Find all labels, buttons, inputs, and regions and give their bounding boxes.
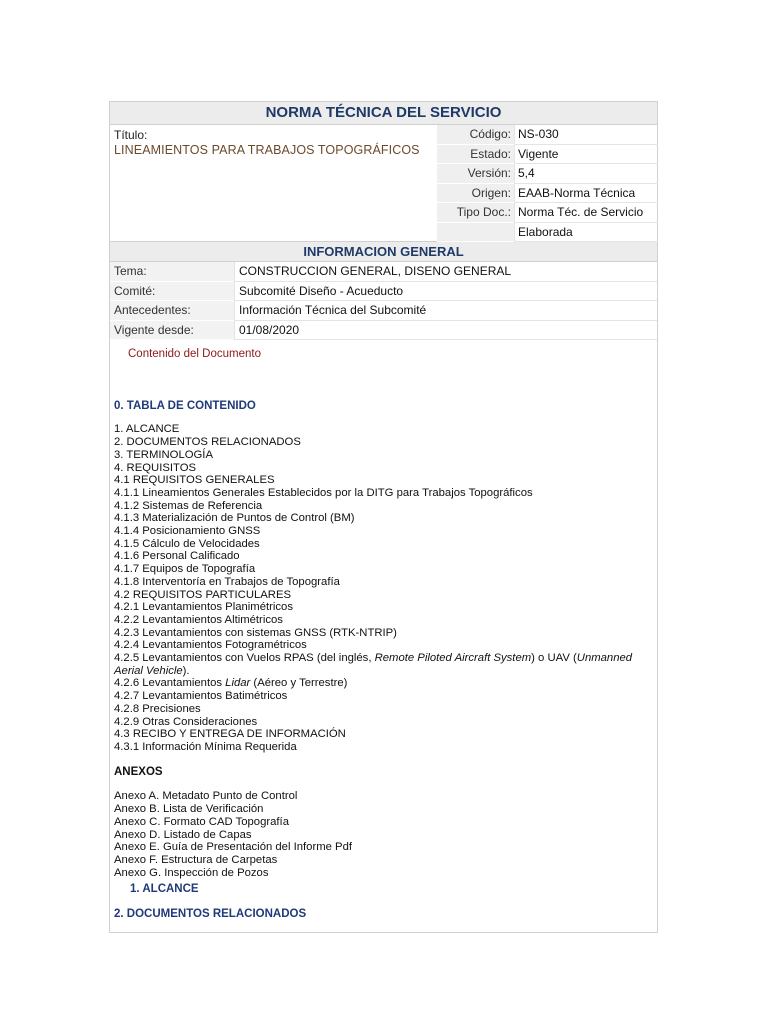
meta-key: Origen: (437, 184, 514, 204)
anexos-list (114, 790, 653, 879)
info-row-tema (110, 262, 657, 282)
toc-heading: 0. TABLA DE CONTENIDO (114, 399, 256, 412)
info-general-heading: INFORMACION GENERAL (110, 242, 657, 262)
meta-row-tipo-doc (437, 203, 658, 223)
document-summary (110, 125, 657, 242)
toc-text: (Aéreo y Terrestre) (250, 677, 348, 690)
info-key: Comité: (110, 282, 234, 302)
meta-key (437, 223, 514, 243)
toc-item: 4.2.9 Otras Consideraciones (114, 715, 258, 728)
toc-item: 4.2.2 Levantamientos Altimétricos (114, 613, 283, 626)
anexo-item: Anexo E. Guía de Presentación del Informe Pdf (114, 841, 353, 854)
toc-item: 4.2.7 Levantamientos Batimétricos (114, 690, 288, 703)
meta-key: Código: (437, 125, 514, 145)
toc-text: 4.2.5 Levantamientos con Vuelos RPAS (del inglés, (114, 652, 375, 665)
toc-item: 4.1.7 Equipos de Topografía (114, 563, 256, 576)
toc-item: 4.3.1 Información Mínima Requerida (114, 740, 297, 753)
toc-item: 4.2.8 Precisiones (114, 702, 201, 715)
info-key: Tema: (110, 262, 234, 282)
toc-item: 4.1.3 Materialización de Puntos de Control (BM) (114, 512, 355, 525)
info-key: Antecedentes: (110, 301, 234, 321)
titulo-label: Título: (114, 128, 148, 142)
toc-item: 4.1.2 Sistemas de Referencia (114, 499, 263, 512)
anexo-item: Anexo D. Listado de Capas (114, 828, 252, 841)
meta-value: EAAB-Norma Técnica (514, 184, 658, 204)
info-row-comite (110, 282, 657, 302)
toc-item: 4.1.6 Personal Calificado (114, 550, 240, 563)
toc-text-italic: Remote Piloted Aircraft System (374, 652, 532, 665)
toc-item: 4.2.1 Levantamientos Planimétricos (114, 601, 293, 614)
toc-item: 1. ALCANCE (114, 423, 180, 436)
meta-row-elaborada (437, 223, 658, 243)
document-content (110, 348, 657, 921)
meta-row-estado (437, 145, 658, 165)
toc-item: 4.2.4 Levantamientos Fotogramétricos (114, 639, 307, 652)
toc-item-lidar (114, 677, 653, 690)
toc-item: 2. DOCUMENTOS RELACIONADOS (114, 436, 301, 449)
toc-text-italic: Unmanned Aerial Vehicle (114, 652, 633, 677)
anexo-item: Anexo C. Formato CAD Topografía (114, 815, 289, 828)
meta-value: 5,4 (514, 164, 658, 184)
title-cell (110, 125, 436, 241)
metadata-table (437, 125, 658, 242)
meta-value: NS-030 (514, 125, 658, 145)
table-of-contents (114, 423, 653, 753)
toc-item: 4.1.8 Interventoría en Trabajos de Topografía (114, 575, 340, 588)
meta-row-origen (437, 184, 658, 204)
toc-item: 4.1.4 Posicionamiento GNSS (114, 525, 261, 538)
meta-row-codigo (437, 125, 658, 145)
toc-item: 4.2 REQUISITOS PARTICULARES (114, 588, 292, 601)
toc-item: 4.3 RECIBO Y ENTREGA DE INFORMACIÓN (114, 728, 346, 741)
info-value: 01/08/2020 (234, 321, 657, 341)
toc-item: 4.1.5 Cálculo de Velocidades (114, 537, 260, 550)
toc-item: 4.1 REQUISITOS GENERALES (114, 474, 275, 487)
info-value: Subcomité Diseño - Acueducto (234, 282, 657, 302)
anexo-item: Anexo G. Inspección de Pozos (114, 866, 269, 879)
norma-document (109, 101, 658, 933)
alcance-heading: 1. ALCANCE (130, 883, 199, 896)
meta-value: Vigente (514, 145, 658, 165)
anexo-item: Anexo B. Lista de Verificación (114, 803, 264, 816)
toc-text-italic: Lidar (225, 677, 251, 690)
toc-item: 3. TERMINOLOGÍA (114, 448, 213, 461)
info-row-vigente (110, 321, 657, 341)
info-value: Información Técnica del Subcomité (234, 301, 657, 321)
toc-item-rpas (114, 652, 653, 677)
anexo-item: Anexo A. Metadato Punto de Control (114, 790, 298, 803)
document-title: NORMA TÉCNICA DEL SERVICIO (110, 102, 657, 125)
documentos-relacionados-heading: 2. DOCUMENTOS RELACIONADOS (114, 908, 307, 921)
info-row-antecedentes (110, 301, 657, 321)
toc-text: 4.2.6 Levantamientos (114, 677, 226, 690)
toc-item: 4. REQUISITOS (114, 461, 197, 474)
toc-item: 4.1.1 Lineamientos Generales Establecidos por la DITG para Trabajos Topográficos (114, 486, 533, 499)
meta-value: Elaborada (514, 223, 658, 243)
toc-text: ). (182, 664, 190, 677)
anexo-item: Anexo F. Estructura de Carpetas (114, 853, 278, 866)
titulo-value: LINEAMIENTOS PARA TRABAJOS TOPOGRÁFICOS (114, 143, 420, 157)
info-value: CONSTRUCCION GENERAL, DISENO GENERAL (234, 262, 657, 282)
contenido-documento-link[interactable]: Contenido del Documento (128, 348, 261, 360)
toc-item: 4.2.3 Levantamientos con sistemas GNSS (RTK-NTRIP) (114, 626, 397, 639)
meta-key: Versión: (437, 164, 514, 184)
meta-row-version (437, 164, 658, 184)
meta-key: Tipo Doc.: (437, 203, 514, 223)
info-key: Vigente desde: (110, 321, 234, 341)
toc-text: ) o UAV ( (531, 652, 577, 665)
meta-value: Norma Téc. de Servicio (514, 203, 658, 223)
meta-key: Estado: (437, 145, 514, 165)
anexos-heading: ANEXOS (114, 765, 163, 778)
